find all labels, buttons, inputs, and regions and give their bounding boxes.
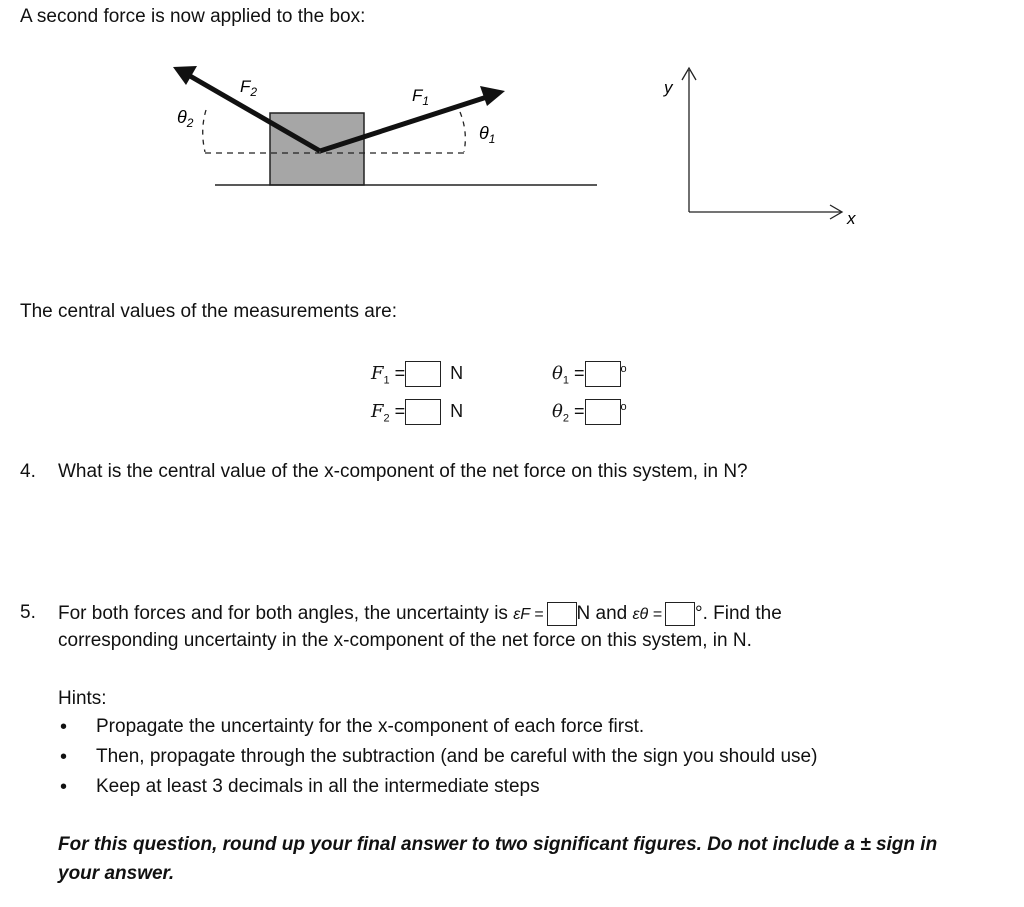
hint-bullet: •	[60, 716, 68, 738]
f2-subscript: 2	[383, 412, 390, 425]
theta1-arc	[460, 112, 465, 152]
hint-bullet: •	[60, 776, 68, 798]
theta2-label: $\theta_2$	[177, 107, 194, 130]
hint-item: Then, propagate through the subtraction (and be careful with the sign you should use)	[96, 746, 818, 767]
f1-value-box	[405, 361, 441, 387]
f2-row	[371, 399, 463, 425]
epsilon-theta-box	[665, 602, 695, 626]
final-note-line2: your answer.	[58, 863, 175, 884]
epsilon-theta-label: εθ =	[632, 606, 662, 624]
theta2-subscript: 2	[562, 412, 569, 425]
f1-symbol: F	[371, 362, 384, 384]
f1-row	[371, 361, 463, 387]
f1-unit: N	[450, 362, 464, 383]
theta2-value-box	[585, 399, 621, 425]
theta2-degree: o	[620, 400, 627, 413]
f1-equals: =	[394, 362, 406, 383]
f2-label: $F_2$	[240, 77, 258, 99]
question-5-line2: corresponding uncertainty in the x-component of the net force on this system, in N.	[58, 630, 752, 651]
q5-line1-part-c: °. Find the	[695, 603, 782, 625]
central-values-heading: The central values of the measurements are:	[20, 301, 398, 322]
theta1-row	[552, 361, 627, 387]
f2-value-box	[405, 399, 441, 425]
q5-line1-part-b: N and	[576, 603, 633, 625]
q5-line1-part-a: For both forces and for both angles, the uncertainty is	[58, 603, 514, 625]
f1-label: $F_1$	[412, 86, 430, 108]
f2-unit: N	[450, 400, 464, 421]
question-5-line1	[58, 602, 782, 626]
theta2-arc	[203, 110, 206, 152]
hints-title: Hints:	[58, 688, 107, 709]
f2-symbol: F	[371, 400, 384, 422]
f1-arrowhead	[480, 86, 505, 106]
force-diagram	[0, 0, 1024, 260]
theta2-equals: =	[573, 400, 585, 421]
theta1-label: $\theta_1$	[479, 123, 496, 146]
question-5-number: 5.	[20, 602, 36, 623]
y-axis-label: y	[664, 78, 673, 97]
theta2-row	[552, 399, 627, 425]
f1-subscript: 1	[383, 374, 390, 387]
hint-item: Propagate the uncertainty for the x-component of each force first.	[96, 716, 645, 737]
epsilon-f-label: εF =	[513, 606, 544, 624]
question-4-number: 4.	[20, 461, 36, 482]
theta1-value-box	[585, 361, 621, 387]
theta1-symbol: θ	[552, 362, 563, 384]
hint-item: Keep at least 3 decimals in all the intermediate steps	[96, 776, 540, 797]
theta1-equals: =	[573, 362, 585, 383]
f2-equals: =	[394, 400, 406, 421]
hint-bullet: •	[60, 746, 68, 768]
intro-text: A second force is now applied to the box:	[20, 6, 366, 27]
theta1-degree: o	[620, 362, 627, 375]
question-4-text: What is the central value of the x-component of the net force on this system, in N?	[58, 461, 748, 482]
theta1-subscript: 1	[562, 374, 569, 387]
x-axis-label: x	[847, 209, 856, 228]
theta2-symbol: θ	[552, 400, 563, 422]
final-note-line1: For this question, round up your final answer to two significant figures. Do not include a ± sign in	[58, 834, 938, 855]
epsilon-f-box	[547, 602, 577, 626]
